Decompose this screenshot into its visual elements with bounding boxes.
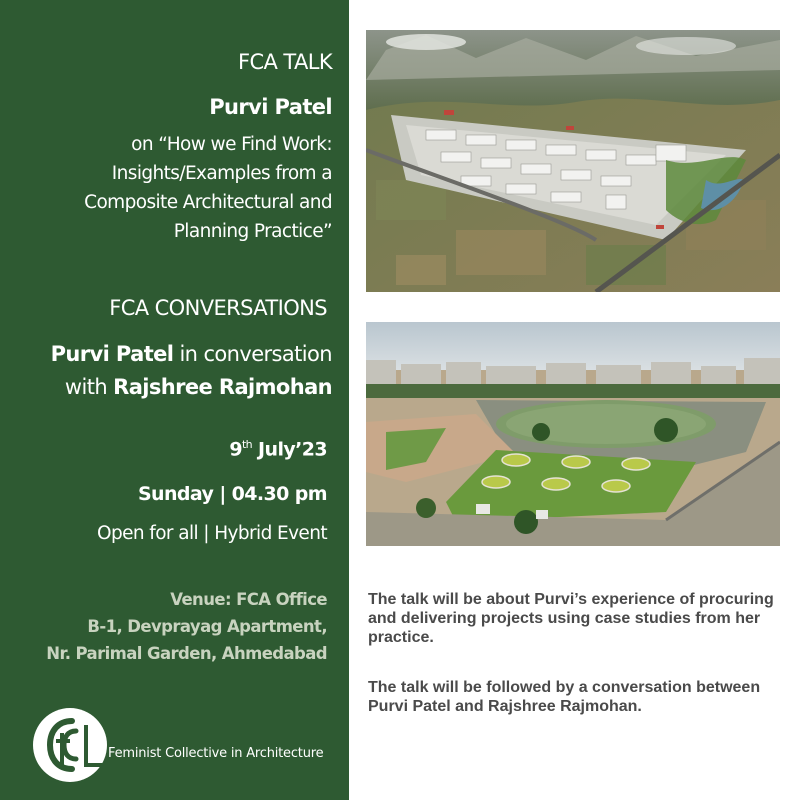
description-paragraph-1: [368, 590, 788, 647]
organization-name: Feminist Collective in Architecture: [108, 746, 324, 761]
date-suffix: th: [241, 438, 253, 451]
aerial-masterplan-image: [366, 30, 780, 292]
conversation-guest: Rajshree Rajmohan: [113, 375, 332, 399]
venue-line: B-1, Devprayag Apartment,: [87, 617, 327, 636]
date-day: 9: [229, 438, 242, 461]
talk-topic-line: Planning Practice”: [173, 221, 332, 242]
description-line: and delivering projects using case studies from her: [368, 610, 761, 627]
conversation-line1: in conversation: [173, 342, 332, 366]
fca-logo-icon: [32, 707, 108, 783]
conversation-speaker: Purvi Patel: [50, 342, 174, 366]
description-line: The talk will be about Purvi’s experience of procuring: [368, 591, 774, 608]
venue-line: Nr. Parimal Garden, Ahmedabad: [46, 644, 327, 663]
event-date: [229, 438, 327, 460]
description-line: Purvi Patel and Rajshree Rajmohan.: [368, 698, 642, 715]
info-panel: [0, 0, 349, 800]
venue: [46, 586, 327, 667]
date-rest: July’23: [252, 438, 327, 461]
talk-speaker: Purvi Patel: [209, 95, 332, 119]
description-line: practice.: [368, 629, 434, 646]
talk-topic-line: Composite Architectural and: [84, 192, 332, 213]
talk-topic-line: Insights/Examples from a: [111, 163, 332, 184]
description-line: The talk will be followed by a conversation between: [368, 679, 761, 696]
conversations-heading: FCA CONVERSATIONS: [109, 296, 327, 320]
conversation-line2: with: [64, 375, 114, 399]
talk-heading: FCA TALK: [237, 50, 332, 74]
conversation-details: [51, 338, 332, 404]
talk-topic-line: on “How we Find Work:: [131, 134, 332, 155]
talk-topic: [84, 130, 332, 246]
description-paragraph-2: [368, 678, 788, 716]
venue-line: Venue: FCA Office: [170, 590, 327, 609]
event-day-time: Sunday | 04.30 pm: [137, 483, 327, 505]
event-access: Open for all | Hybrid Event: [97, 523, 327, 544]
lake-garden-image: [366, 322, 780, 546]
